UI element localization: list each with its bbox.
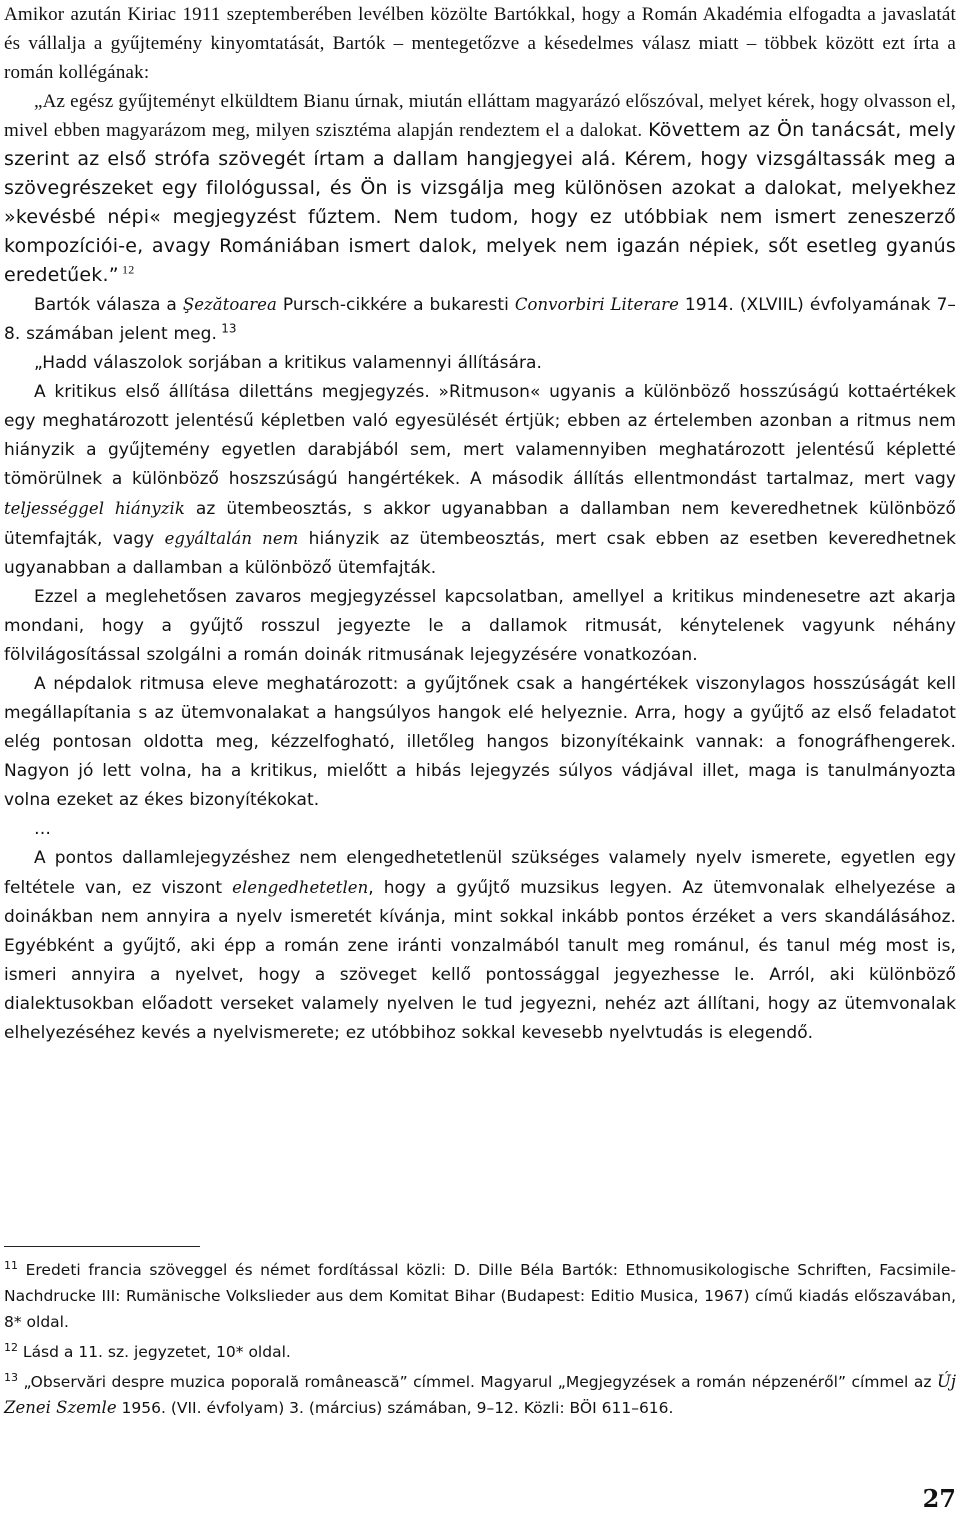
footnote-number: 13 bbox=[4, 1370, 18, 1384]
text-run: A népdalok ritmusa eleve meghatározott: a gyűjtőnek csak a hangértékek viszonylagos hosszúságát kell megállapítania s az ütemvonalakat a hangsúlyos hangok elé helyeznie. Arra, hogy a gyűjtő az első feladatot elég pontosan oldotta meg, kézzelfogható, illetőleg hangos bizonyítékaink vannak: a fonográfhengerek. Nagyon jó lett volna, ha a kritikus, mielőtt a hibás lejegyzés súlyos vádjával illet, maga is tanulmányozta volna ezeket az ékes bizonyítékokat. bbox=[4, 674, 956, 810]
italic-title: Új Zenei Szemle bbox=[4, 1372, 956, 1417]
text-run: Követtem az Ön tanácsát, mely szerint az első strófa szövegét írtam a dallam hangjegyei alá. Kérem, hogy vizsgáltassák meg a szövegrészeket egy filológussal, és Ön is vizsgálja meg különösen azokat a dalokat, melyekhez »kevésbé népi« megjegyzést fűztem. Nem tudom, hogy ez utóbbiak nem ismert zeneszerző kompozíciói-e, avagy Romániában ismert dalok, melyek nem igazán népiek, sőt esetleg gyanús eredetűek.” bbox=[4, 119, 956, 286]
italic-title: egyáltalán nem bbox=[164, 529, 299, 548]
text-run: Bartók válasza a bbox=[34, 295, 183, 315]
text-run: 1914. (XLVIIL) évfolyamának 7–8. számában jelent meg. bbox=[4, 295, 956, 344]
paragraph bbox=[4, 0, 956, 87]
italic-title: Şezătoarea bbox=[182, 295, 277, 314]
text-run: A kritikus első állítása dilettáns megjegyzés. »Ritmuson« ugyanis a különböző hosszúságú kottaértékek egy meghatározott jelentésű képletben való egyesülését értjük; ebben az értelemben azonban a ritmus nem hiányzik a gyűjtemény egyetlen darabjából sem, mert valamennyiben meghatározott jelentésű képletté tömörülnek a különböző hoszszúságú hangértékek. A második állítás ellentmondást tartalmaz, mert vagy bbox=[4, 382, 956, 489]
footnote-number: 12 bbox=[4, 1340, 18, 1354]
footnote-divider bbox=[4, 1246, 200, 1247]
footnote-ref: 13 bbox=[216, 321, 237, 336]
text-run: „Observări despre muzica poporală românească” címmel. Magyarul „Megjegyzések a román népzenéről” címmel az bbox=[18, 1373, 937, 1391]
text-run: „Az egész gyűjteményt elküldtem Bianu úrnak, miután elláttam magyarázó előszóval, melyet kérek, hogy olvasson el, mivel ebben magyarázom meg, milyen szisztéma alapján rendeztem el a dalokat. bbox=[4, 91, 956, 141]
footnote bbox=[4, 1339, 956, 1365]
italic-title: teljességgel hiányzik bbox=[4, 499, 185, 518]
text-run: Ezzel a meglehetősen zavaros megjegyzéssel kapcsolatban, amellyel a kritikus mindenesetre azt akarja mondani, hogy a gyűjtő rosszul jegyezte le a dallamok ritmusát, kénytelenek vagyunk néhány fölvilágosítással szolgálni a román doinák ritmusának lejegyzésére vonatkozóan. bbox=[4, 587, 956, 665]
footnote-ref: 12 bbox=[118, 262, 135, 277]
text-run: , hogy a gyűjtő muzsikus legyen. Az ütemvonalak elhelyezése a doinákban nem annyira a nyelv ismeretét kívánja, mint sokkal inkább pontos érzéket a vers skandálásához. Egyébként a gyűjtő, aki épp a román zene iránti vonzalmából tanult meg románul, és tanul még most is, ismeri annyira a nyelvet, hogy a szöveget kellő pontossággal jegyezhesse le. Arról, aki különböző dialektusokban előadott verseket valamely nyelven le tud jegyezni, nehéz azt állítani, hogy az ütemvonalak elhelyezéséhez kevés a nyelvismerete; ez utóbbihoz sokkal kevesebb nyelvtudás is elegendő. bbox=[4, 878, 956, 1043]
italic-title: elengedhetetlen bbox=[232, 878, 369, 897]
paragraph bbox=[4, 583, 956, 670]
text-run: Amikor azután Kiriac 1911 szeptemberében levélben közölte Bartókkal, hogy a Román Akadémia elfogadta a javaslatát és vállalja a gyűjtemény kinyomtatását, Bartók – mentegetőzve a késedelmes válasz miatt – többek között ezt írta a román kollégának: bbox=[4, 4, 956, 83]
main-text bbox=[4, 0, 956, 1048]
text-run: Lásd a 11. sz. jegyzetet, 10* oldal. bbox=[18, 1343, 291, 1361]
paragraph bbox=[4, 378, 956, 583]
footnotes bbox=[4, 1246, 956, 1425]
paragraph bbox=[4, 844, 956, 1048]
italic-title: Convorbiri Literare bbox=[514, 295, 679, 314]
text-run: az ütembeosztás, s akkor ugyanabban a dallamban nem keveredhetnek különböző ütemfajták, vagy bbox=[4, 499, 956, 549]
text-run: Eredeti francia szöveggel és német fordítással közli: D. Dille Béla Bartók: Ethnomusikologische Schriften, Facsimile-Nachdrucke III: Rumänische Volkslieder aus dem Komitat Bihar (Budapest: Editio Musica, 1967) című kiadás előszavában, 8* oldal. bbox=[4, 1261, 956, 1331]
footnote-number: 11 bbox=[4, 1258, 18, 1272]
paragraph bbox=[4, 670, 956, 815]
footnote-list bbox=[4, 1257, 956, 1421]
footnote bbox=[4, 1369, 956, 1421]
paragraph bbox=[4, 87, 956, 290]
text-run: Pursch-cikkére a bukaresti bbox=[276, 295, 515, 315]
text-run: „Hadd válaszolok sorjában a kritikus valamennyi állítására. bbox=[34, 353, 542, 373]
text-run: A pontos dallamlejegyzéshez nem elengedhetetlenül szükséges valamely nyelv ismerete, egyetlen egy feltétele van, ez viszont bbox=[4, 848, 956, 898]
text-run: … bbox=[34, 819, 52, 839]
text-run: 1956. (VII. évfolyam) 3. (március) számában, 9–12. Közli: BÖI 611–616. bbox=[116, 1399, 674, 1417]
text-run: hiányzik az ütembeosztás, mert csak ebben az esetben keveredhetnek ugyanabban a dallamban a különböző ütemfajták. bbox=[4, 529, 956, 578]
footnote bbox=[4, 1257, 956, 1335]
page-number: 27 bbox=[922, 1484, 956, 1513]
paragraph bbox=[4, 815, 956, 844]
paragraph bbox=[4, 290, 956, 349]
paragraph bbox=[4, 349, 956, 378]
